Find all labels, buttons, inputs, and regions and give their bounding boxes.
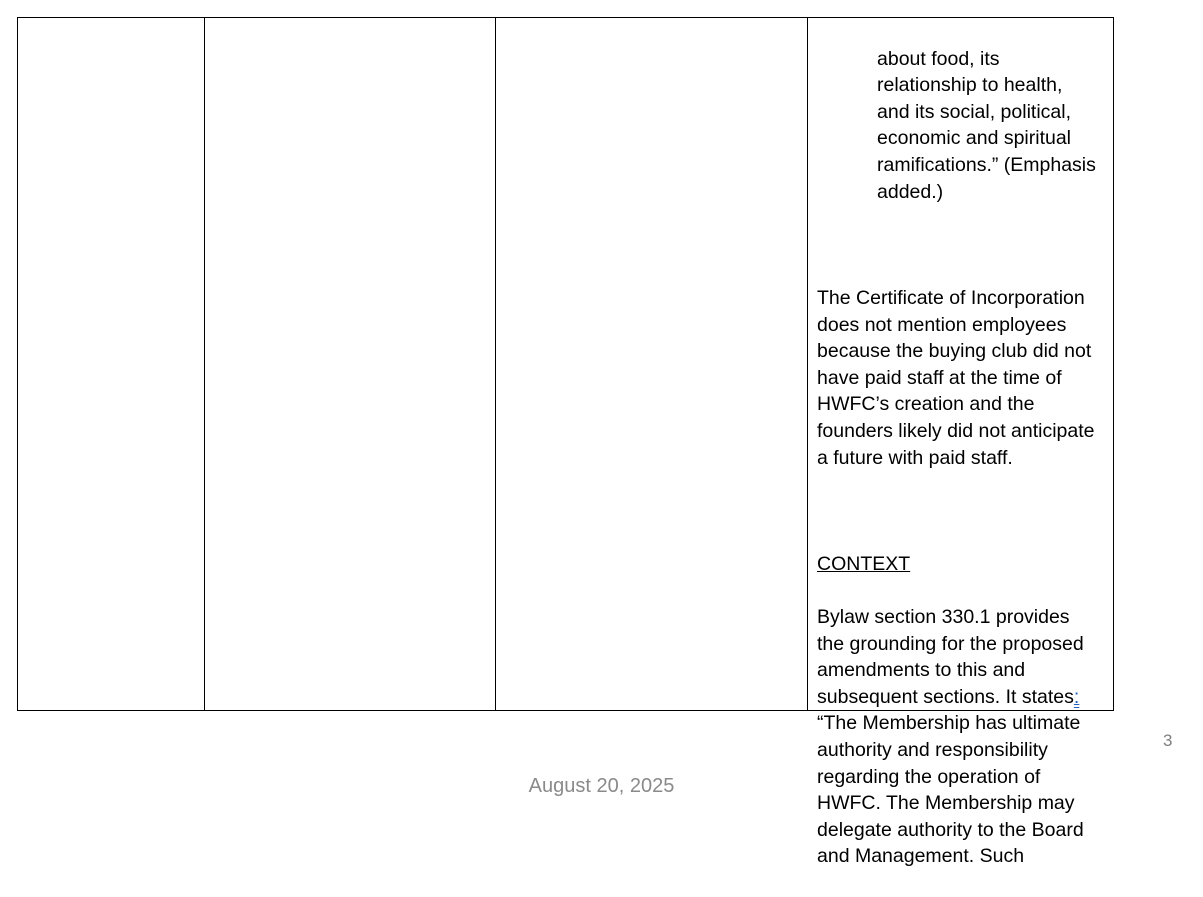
membership-quote: “The Membership has ultimate authority and responsibility regarding the operation of HWFC. The Membership may delegate authority to the Board and Management. Such — [817, 712, 1084, 868]
context-heading: CONTEXT — [817, 552, 911, 575]
tracked-change-link[interactable]: : — [1073, 685, 1080, 708]
certificate-paragraph: The Certificate of Incorporation does not mention employees because the buying club did not have paid staff at the time of HWFC’s creation and the founders likely did not anticipate a future with paid staff. — [817, 286, 1095, 469]
page-number: 3 — [1163, 731, 1173, 750]
table-column-2 — [204, 18, 496, 710]
paragraph-gap — [817, 498, 1103, 525]
paragraph-gap — [817, 232, 1103, 259]
footer-date: August 20, 2025 — [528, 775, 675, 797]
table-column-4-rationale — [807, 18, 1113, 868]
table-column-1 — [18, 18, 205, 710]
table-column-3 — [495, 18, 808, 710]
quote-continuation: about food, its relationship to health, and its social, political, economic and spiritual ramifications.” (Emphasis added.) — [877, 47, 1096, 203]
context-paragraph — [817, 604, 1103, 870]
context-intro: Bylaw section 330.1 provides the grounding for the proposed amendments to this and subsequent sections. It states — [817, 606, 1084, 708]
rationale-cell — [817, 18, 1103, 897]
